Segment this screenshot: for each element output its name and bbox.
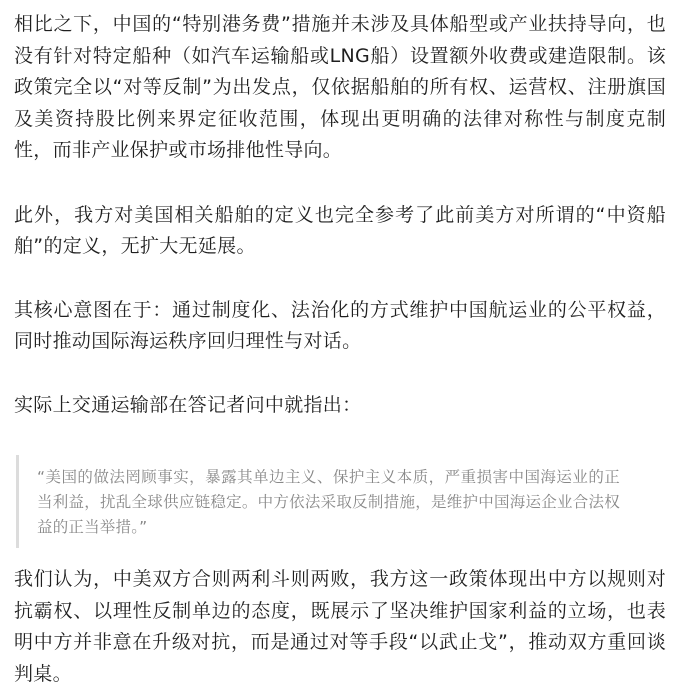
paragraph-ship-definition: 此外，我方对美国相关船舶的定义也完全参考了此前美方对所谓的“中资船舶”的定义，无扩大无延展。	[14, 203, 666, 257]
ministry-quote-text: “美国的做法罔顾事实，暴露其单边主义、保护主义本质，严重损害中国海运业的正当利益，扰乱全球供应链稳定。中方依法采取反制措施，是维护中国海运企业合法权益的正当举措。”	[37, 468, 620, 536]
paragraph-ministry-statement-intro: 实际上交通运输部在答记者问中就指出：	[14, 393, 362, 416]
paragraph-core-intent: 其核心意图在于：通过制度化、法治化的方式维护中国航运业的公平权益，同时推动国际海运秩序回归理性与对话。	[14, 298, 666, 352]
article-body	[14, 0, 666, 690]
paragraph-conclusion: 我们认为，中美双方合则两利斗则两败，我方这一政策体现出中方以规则对抗霸权、以理性反制单边的态度，既展示了坚决维护国家利益的立场，也表明中方并非意在升级对抗，而是通过对等手段“以武止戈”，推动双方重回谈判桌。	[14, 568, 666, 685]
paragraph-special-port-fee: 相比之下，中国的“特别港务费”措施并未涉及具体船型或产业扶持导向，也没有针对特定船种（如汽车运输船或LNG船）设置额外收费或建造限制。该政策完全以“对等反制”为出发点，仅依据船舶的所有权、运营权、注册旗国及美资持股比例来界定征收范围，体现出更明确的法律对称性与制度克制性，而非产业保护或市场排他性导向。	[14, 13, 666, 161]
ministry-quote-block	[16, 455, 626, 548]
